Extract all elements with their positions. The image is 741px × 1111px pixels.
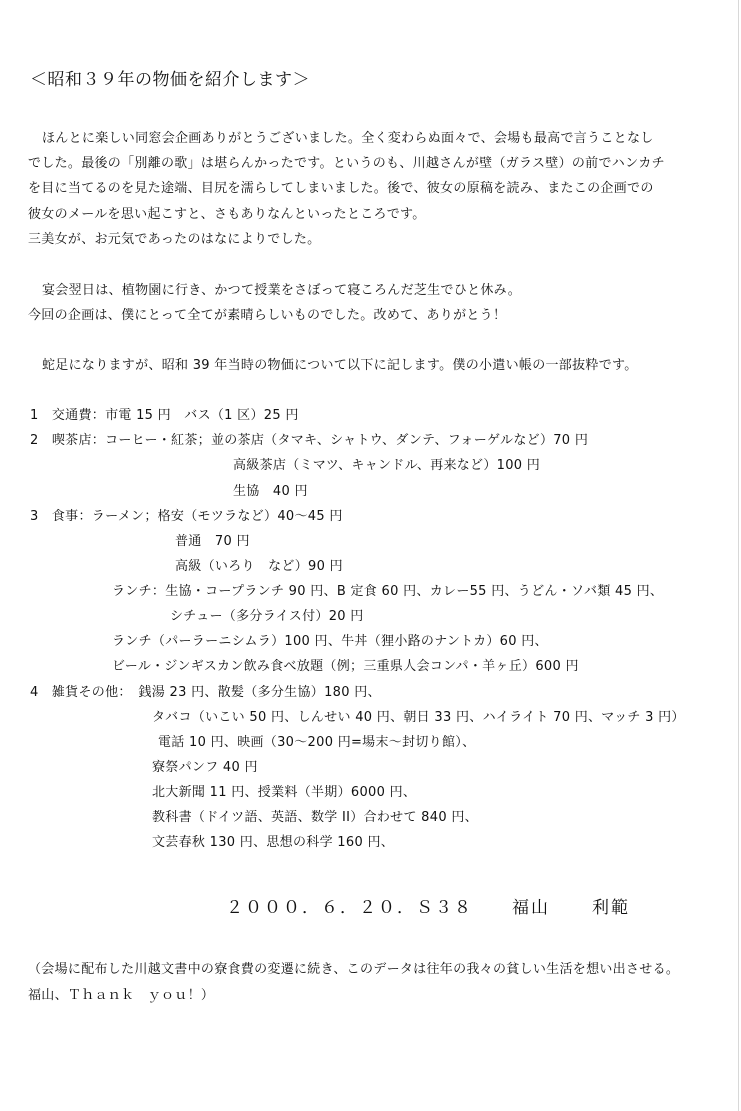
scan-edge-line [738,0,739,1111]
footnote-line: （会場に配布した川越文書中の寮食費の変遷に続き、このデータは往年の我々の貧しい生活を想い出させる。 [28,962,680,977]
price-item: 生協 40 円 [233,484,308,499]
price-item: 北大新聞 11 円、授業料（半期）6000 円、 [152,785,417,800]
paragraph-line: 今回の企画は、僕にとって全てが素晴らしいものでした。改めて、ありがとう！ [28,308,507,323]
intro-line: でした。最後の「別離の歌」は堪らんかったです。というのも、川越さんが壁（ガラス壁）の前でハンカチ [28,156,665,171]
intro-line: を目に当てるのを見た途端、目尻を濡らしてしまいました。後で、彼女の原稿を読み、またこの企画での [28,181,654,196]
signature-given-name: 利範 [592,898,630,918]
price-item: 4 雑貨その他： 銭湯 23 円、散髪（多分生協）180 円、 [30,685,381,700]
price-item: 寮祭パンフ 40 円 [152,760,258,775]
price-item: 2 喫茶店：コーヒー・紅茶；並の茶店（タマキ、シャトウ、ダンテ、フォーゲルなど）70 円 [30,433,589,448]
signature-date: ２０００．６．２０． [226,898,416,918]
price-item: 普通 70 円 [175,534,250,549]
paragraph-line: 宴会翌日は、植物園に行き、かつて授業をさぼって寝ころんだ芝生でひと休み。 [42,283,522,298]
price-item: ランチ（パーラーニシムラ）100 円、牛丼（狸小路のナントカ）60 円、 [112,634,548,649]
paragraph-line: 蛇足になりますが、昭和 39 年当時の物価について以下に記します。僕の小遣い帳の一部抜粋です。 [42,358,638,373]
signature-class: Ｓ３８ [416,898,473,918]
intro-line: ほんとに楽しい同窓会企画ありがとうございました。全く変わらぬ面々で、会場も最高で言うことなし [42,131,654,146]
footnote-line: 福山、Ｔｈａｎｋ ｙｏｕ！） [28,988,215,1003]
intro-line: 彼女のメールを思い起こすと、さもありなんといったところです。 [28,207,426,222]
price-item: シチュー（多分ライス付）20 円 [170,609,364,624]
price-item: ビール・ジンギスカン飲み食べ放題（例；三重県人会コンパ・羊ヶ丘）600 円 [112,659,579,674]
price-item: 3 食事：ラーメン；格安（モツラなど）40～45 円 [30,509,343,524]
price-item: 文芸春秋 130 円、思想の科学 160 円、 [152,835,395,850]
price-item: 教科書（ドイツ語、英語、数学 II）合わせて 840 円、 [152,810,478,825]
intro-line: 三美女が、お元気であったのはなによりでした。 [28,232,321,247]
price-item: 高級（いろり など）90 円 [175,559,343,574]
price-item: 1 交通費：市電 15 円 バス（1 区）25 円 [30,408,299,423]
signature-surname: 福山 [512,898,550,918]
price-item: 高級茶店（ミマツ、キャンドル、再来など）100 円 [233,458,541,473]
price-item: タバコ（いこい 50 円、しんせい 40 円、朝日 33 円、ハイライト 70 円、マッチ 3 円） [152,710,685,725]
page-title: ＜昭和３９年の物価を紹介します＞ [30,70,310,90]
price-item: ランチ：生協・コープランチ 90 円、B 定食 60 円、カレー55 円、うどん・ソバ類 45 円、 [112,584,664,599]
price-item: 電話 10 円、映画（30～200 円=場末～封切り館）、 [158,735,476,750]
